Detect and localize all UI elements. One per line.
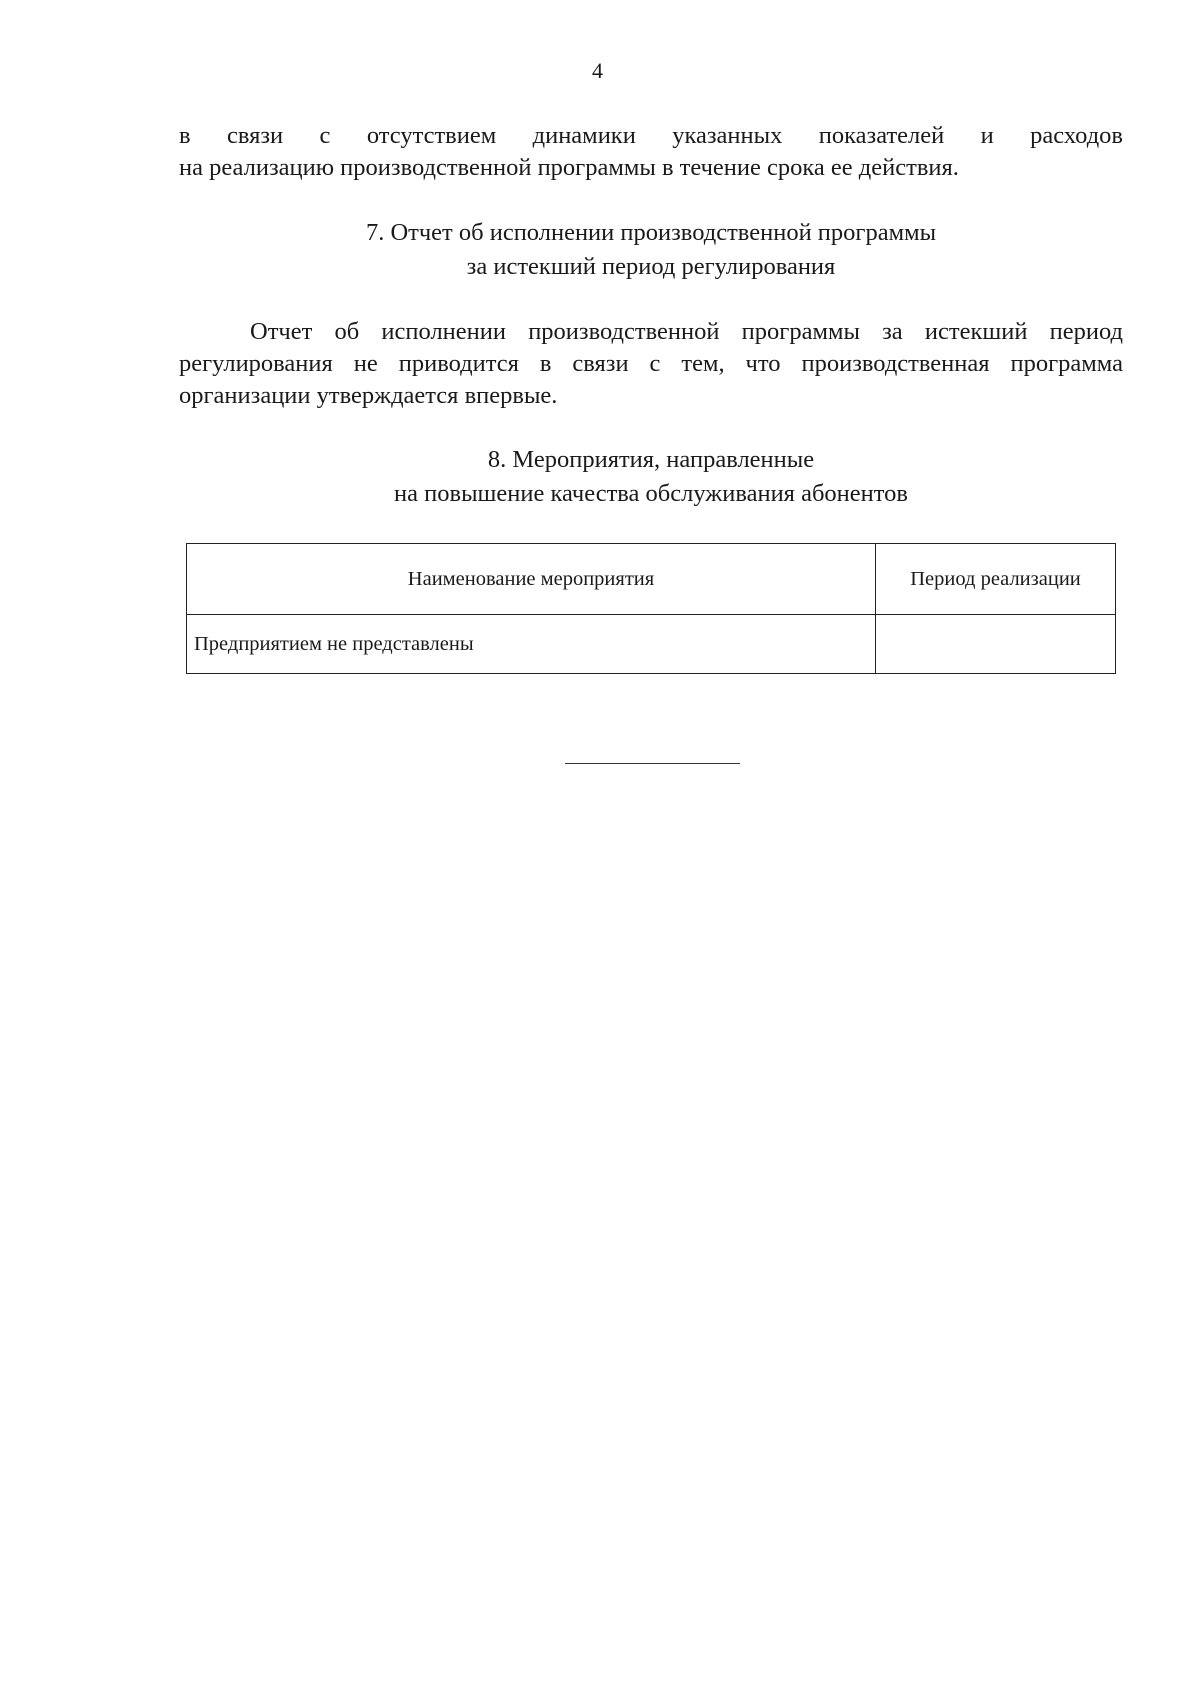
column-header-name: Наименование мероприятия (187, 544, 876, 615)
section-7-body (179, 316, 1123, 412)
table-row (187, 615, 1116, 674)
continued-paragraph (179, 120, 1123, 184)
page-number: 4 (592, 58, 603, 83)
table-header-row (187, 544, 1116, 615)
section-8-heading (180, 443, 1122, 511)
section-7-heading (180, 216, 1122, 284)
paragraph-line: организации утверждается впервые. (179, 382, 558, 409)
paragraph-line: регулирования не приводится в связи с тем, что производственная программа (179, 350, 1123, 377)
heading-line: 7. Отчет об исполнении производственной программы (365, 219, 937, 246)
heading-line: за истекший период регулирования (466, 253, 836, 280)
heading-line: на повышение качества обслуживания абонентов (394, 480, 908, 507)
paragraph-line: в связи с отсутствием динамики указанных показателей и расходов (179, 122, 1123, 149)
end-of-document-rule (565, 763, 740, 764)
paragraph-line: на реализацию производственной программы в течение срока ее действия. (179, 154, 959, 181)
table-cell-period (876, 615, 1116, 674)
measures-table (186, 543, 1116, 674)
heading-line: 8. Мероприятия, направленные (487, 446, 815, 473)
table-cell-name: Предприятием не представлены (187, 615, 876, 674)
paragraph-line: Отчет об исполнении производственной программы за истекший период (250, 318, 1123, 345)
column-header-period: Период реализации (876, 544, 1116, 615)
